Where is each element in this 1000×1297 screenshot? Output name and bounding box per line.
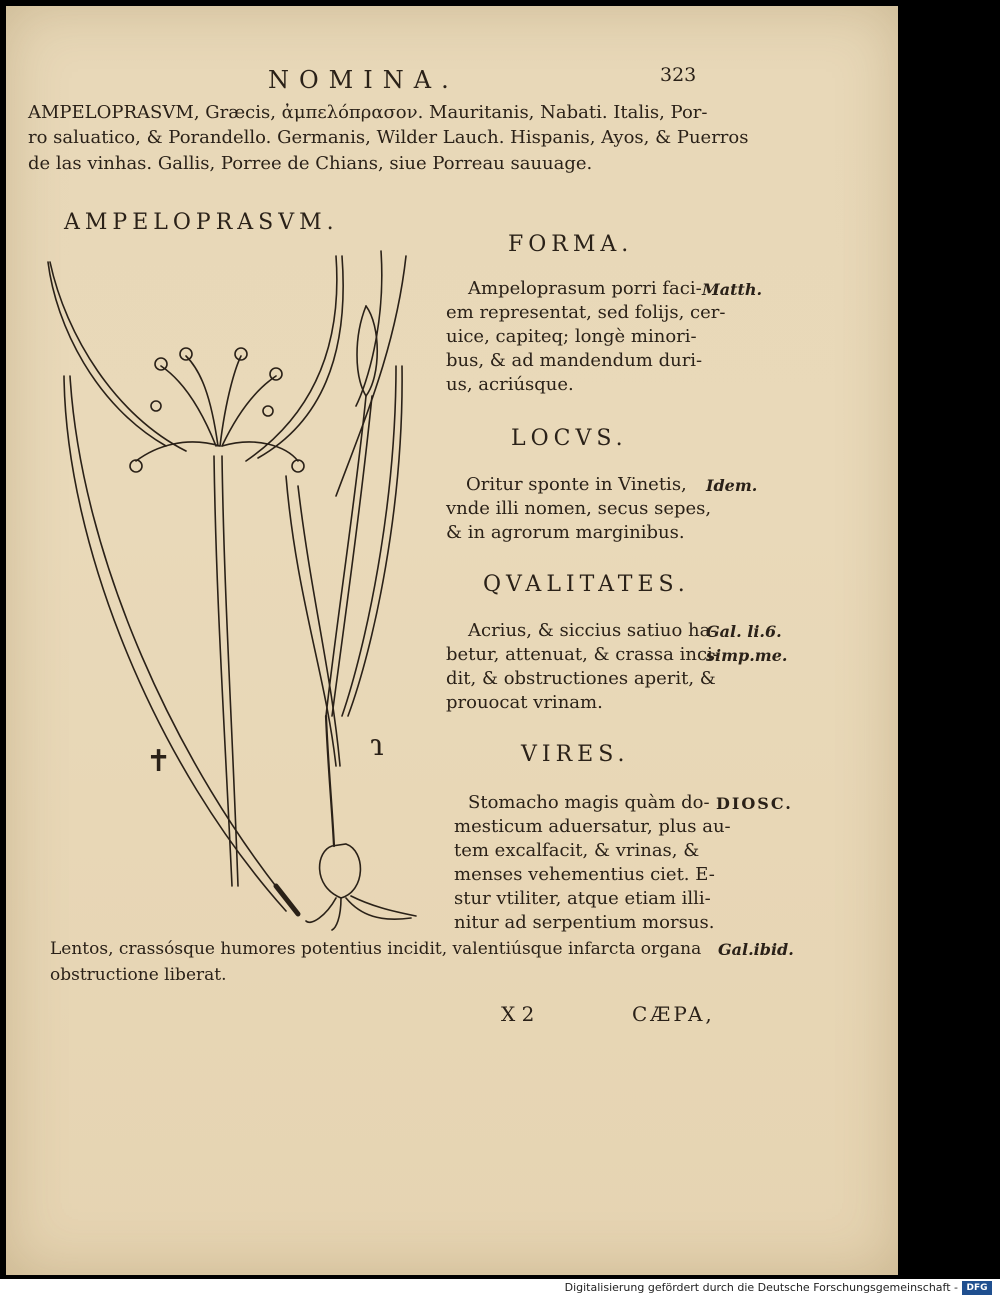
catchword: CÆPA, [632, 1002, 715, 1026]
book-page [6, 6, 898, 1275]
body-line: Oritur sponte in Vinetis, [466, 474, 687, 495]
side-note: DIOSC. [716, 794, 793, 813]
side-note: Gal. li.6. [706, 622, 782, 641]
signature-mark: X 2 [501, 1002, 535, 1026]
body-line: Ampeloprasum porri faci- [468, 278, 702, 299]
header-title: NOMINA. [268, 66, 459, 94]
plant-woodcut-illustration [36, 246, 426, 936]
body-line: bus, & ad mandendum duri- [446, 350, 703, 371]
body-line: Stomacho magis quàm do- [468, 792, 710, 813]
body-line: Acrius, & siccius satiuo ha- [468, 620, 717, 641]
nomina-line: ro saluatico, & Porandello. Germanis, Wilder Lauch. Hispanis, Ayos, & Puerros [28, 127, 749, 148]
section-heading-qualitates: QVALITATES. [483, 572, 690, 597]
body-line: em representat, sed folijs, cer- [446, 302, 726, 323]
body-line: betur, attenuat, & crassa inci- [446, 644, 719, 665]
footer-bar [0, 1279, 1000, 1297]
body-line: menses vehementius ciet. E- [454, 864, 715, 885]
body-line: dit, & obstructiones aperit, & [446, 668, 716, 689]
side-note: Matth. [702, 280, 763, 299]
body-line: uice, capiteq; longè minori- [446, 326, 697, 347]
body-line: obstructione liberat. [50, 965, 227, 985]
footer-credit-text: Digitalisierung gefördert durch die Deutsche Forschungsgemeinschaft - [564, 1281, 958, 1294]
plant-symbol-right: ɿ [370, 728, 384, 763]
nomina-line: de las vinhas. Gallis, Porree de Chians, siue Porreau sauuage. [28, 153, 593, 174]
section-heading-locus: LOCVS. [511, 426, 628, 451]
nomina-line: AMPELOPRASVM, Græcis, ἀμπελόπρασον. Mauritanis, Nabati. Italis, Por- [28, 102, 708, 123]
body-line: us, acriúsque. [446, 374, 574, 395]
page-number: 323 [660, 64, 697, 86]
plant-symbol-left: ✝ [146, 744, 172, 779]
body-line: Lentos, crassósque humores potentius incidit, valentiúsque infarcta organa [50, 939, 702, 959]
body-line: prouocat vrinam. [446, 692, 603, 713]
body-line: tem excalfacit, & vrinas, & [454, 840, 700, 861]
body-line: stur vtiliter, atque etiam illi- [454, 888, 711, 909]
plant-caption: AMPELOPRASVM. [64, 210, 339, 235]
side-note: Idem. [706, 476, 758, 495]
body-line: & in agrorum marginibus. [446, 522, 685, 543]
body-line: vnde illi nomen, secus sepes, [446, 498, 712, 519]
body-line: nitur ad serpentium morsus. [454, 912, 715, 933]
section-heading-vires: VIRES. [521, 742, 630, 767]
section-heading-forma: FORMA. [508, 232, 634, 257]
side-note: simp.me. [706, 646, 788, 665]
body-line: mesticum aduersatur, plus au- [454, 816, 731, 837]
side-note: Gal.ibid. [718, 940, 794, 959]
dfg-logo: DFG [962, 1281, 992, 1295]
